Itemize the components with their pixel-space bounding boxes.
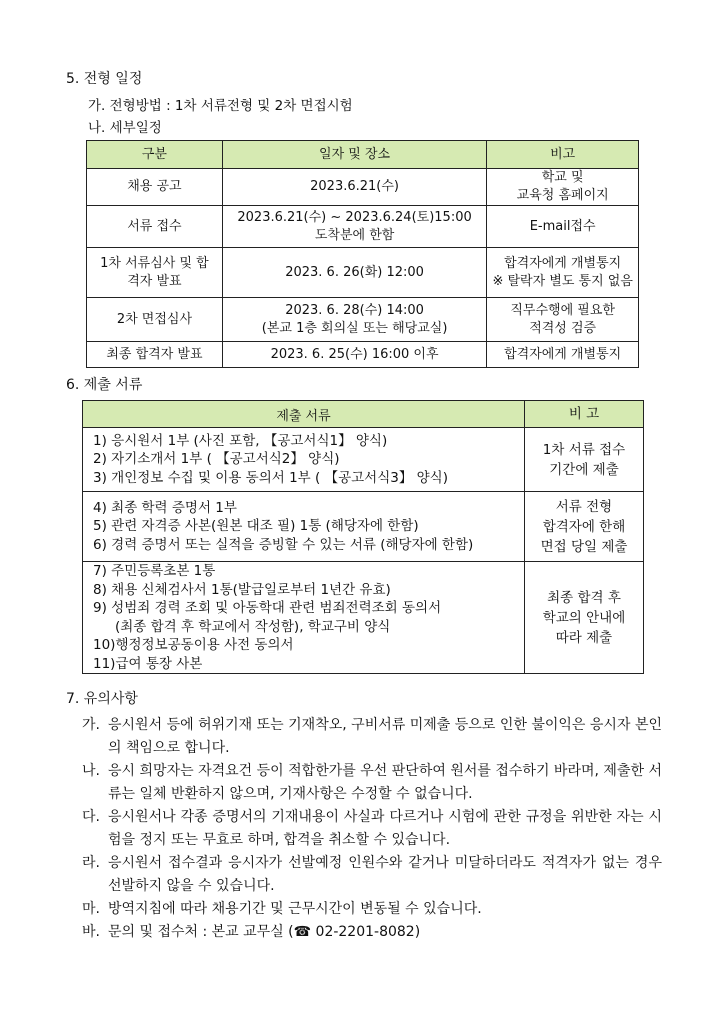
document-item: 8) 채용 신체검사서 1통(발급일로부터 1년간 유효) [93, 581, 391, 598]
schedule-date [222, 169, 487, 206]
note-marker: 마. [82, 901, 100, 917]
table-row [87, 342, 639, 368]
document-item: 7) 주민등록초본 1통 [93, 563, 216, 579]
note-marker: 나. [82, 763, 100, 779]
schedule-date-line: 2023.6.21(수) ~ 2023.6.24(토)15:00 [237, 209, 472, 225]
section6-title: 6. 제출 서류 [66, 377, 143, 393]
schedule-note [487, 342, 639, 368]
table-row [87, 206, 639, 248]
table-row [87, 248, 639, 298]
documents-header-note: 비 고 [525, 401, 644, 428]
selection-method: 가. 전형방법 : 1차 서류전형 및 2차 면접시험 [88, 98, 353, 114]
schedule-note-line: E-mail접수 [529, 218, 596, 234]
schedule-note [487, 248, 639, 298]
schedule-category [87, 169, 223, 206]
note-marker: 라. [82, 855, 100, 871]
table-row [87, 169, 639, 206]
schedule-note-line: 직무수행에 필요한 [510, 302, 615, 318]
document-item: 6) 경력 증명서 또는 실적을 증빙할 수 있는 서류 (해당자에 한함) [93, 536, 474, 553]
schedule-date-line: 2023. 6. 28(수) 14:00 [285, 302, 424, 318]
list-item [82, 921, 662, 944]
note-text: 방역지침에 따라 채용기간 및 근무시간이 변동될 수 있습니다. [108, 901, 482, 917]
note-text: 응시원서 접수결과 응시자가 선발예정 인원수와 같거나 미달하더라도 적격자가 없는 경우 선발하지 않을 수 있습니다. [108, 855, 662, 894]
list-item [82, 760, 662, 806]
list-item [82, 852, 662, 898]
documents-note [525, 562, 644, 674]
schedule-note-line: ※ 탈락자 별도 통지 없음 [492, 273, 633, 289]
schedule-date [222, 342, 487, 368]
note-text: 응시 희망자는 자격요건 등이 적합한가를 우선 판단하여 원서를 접수하기 바라며, 제출한 서류는 일체 반환하지 않으며, 기재사항은 수정할 수 없습니다. [108, 763, 662, 802]
schedule-date [222, 298, 487, 342]
documents-note-line: 1차 서류 접수 [542, 441, 626, 458]
document-item: 10)행정정보공동이용 사전 동의서 [93, 637, 294, 653]
schedule-category-text: 최종 합격자 발표 [106, 346, 203, 362]
documents-items [83, 562, 525, 674]
schedule-note-line: 합격자에게 개별통지 [504, 346, 622, 362]
document-item: 3) 개인정보 수집 및 이용 동의서 1부 ( 【공고서식3】 양식) [93, 469, 448, 486]
section5-title: 5. 전형 일정 [66, 71, 143, 87]
list-item [82, 806, 662, 852]
documents-note-line: 따라 제출 [555, 629, 613, 646]
table-row [83, 562, 644, 674]
schedule-header-date: 일자 및 장소 [222, 141, 487, 169]
schedule-note-line: 합격자에게 개별통지 [504, 255, 622, 271]
table-row [87, 298, 639, 342]
schedule-category [87, 342, 223, 368]
documents-header-docs: 제출 서류 [83, 401, 525, 428]
schedule-category-text: 1차 서류심사 및 합격자 발표 [100, 255, 209, 289]
note-marker: 바. [82, 924, 100, 940]
document-item: 4) 최종 학력 증명서 1부 [93, 499, 237, 516]
documents-note [525, 492, 644, 562]
document-item: 9) 성범죄 경력 조회 및 아동학대 관련 범죄전력조회 동의서 [93, 600, 442, 616]
documents-note-line: 합격자에 한해 [542, 518, 626, 535]
table-row [83, 428, 644, 492]
schedule-date-line: 2023. 6. 26(화) 12:00 [285, 264, 424, 280]
notes-list [82, 714, 662, 944]
schedule-date-line: 2023.6.21(수) [310, 179, 400, 194]
schedule-note-line: 교육청 홈페이지 [516, 188, 609, 203]
schedule-category [87, 298, 223, 342]
schedule-date-line: 2023. 6. 25(수) 16:00 이후 [270, 346, 439, 362]
schedule-date [222, 206, 487, 248]
schedule-category [87, 206, 223, 248]
note-text: 응시원서나 각종 증명서의 기재내용이 사실과 다르거나 시험에 관한 규정을 위반한 자는 시험을 정지 또는 무효로 하며, 합격을 취소할 수 있습니다. [108, 809, 662, 848]
table-row [83, 492, 644, 562]
documents-note-line: 학교의 안내에 [542, 609, 626, 626]
schedule-header-note: 비고 [487, 141, 639, 169]
schedule-note [487, 206, 639, 248]
schedule-table [86, 140, 639, 368]
schedule-note [487, 169, 639, 206]
documents-note-line: 서류 전형 [555, 498, 613, 515]
schedule-date-line: 도착분에 한함 [314, 227, 395, 243]
list-item [82, 714, 662, 760]
list-item [82, 898, 662, 921]
schedule-category-text: 2차 면접심사 [116, 311, 193, 327]
documents-items [83, 492, 525, 562]
section7-title: 7. 유의사항 [66, 691, 138, 707]
document-item: 11)급여 통장 사본 [93, 655, 203, 672]
note-marker: 다. [82, 809, 100, 825]
schedule-header-category: 구분 [87, 141, 223, 169]
documents-note-line: 최종 합격 후 [547, 589, 621, 606]
schedule-subheading: 나. 세부일정 [88, 120, 162, 136]
schedule-category-text: 서류 접수 [127, 218, 182, 234]
document-item: (최종 합격 후 학교에서 작성함), 학교구비 양식 [115, 618, 391, 635]
schedule-date-line: (본교 1층 회의실 또는 해당교실) [261, 320, 448, 336]
note-text: 응시원서 등에 허위기재 또는 기재착오, 구비서류 미제출 등으로 인한 불이익은 응시자 본인의 책임으로 합니다. [108, 717, 662, 756]
schedule-note [487, 298, 639, 342]
note-text: 문의 및 접수처 : 본교 교무실 (☎ 02-2201-8082) [108, 924, 421, 940]
document-item: 1) 응시원서 1부 (사진 포함, 【공고서식1】 양식) [93, 432, 388, 449]
schedule-note-line: 적격성 검증 [529, 320, 597, 336]
documents-items [83, 428, 525, 492]
schedule-category [87, 248, 223, 298]
document-item: 2) 자기소개서 1부 ( 【공고서식2】 양식) [93, 451, 340, 468]
document-item: 5) 관련 자격증 사본(원본 대조 필) 1통 (해당자에 한함) [93, 518, 419, 535]
documents-note [525, 428, 644, 492]
schedule-note-line: 학교 및 [541, 170, 584, 185]
documents-note-line: 면접 당일 제출 [540, 538, 628, 555]
schedule-date [222, 248, 487, 298]
schedule-category-text: 채용 공고 [127, 179, 182, 194]
documents-note-line: 기간에 제출 [549, 461, 619, 478]
note-marker: 가. [82, 717, 100, 733]
documents-table [82, 400, 644, 674]
